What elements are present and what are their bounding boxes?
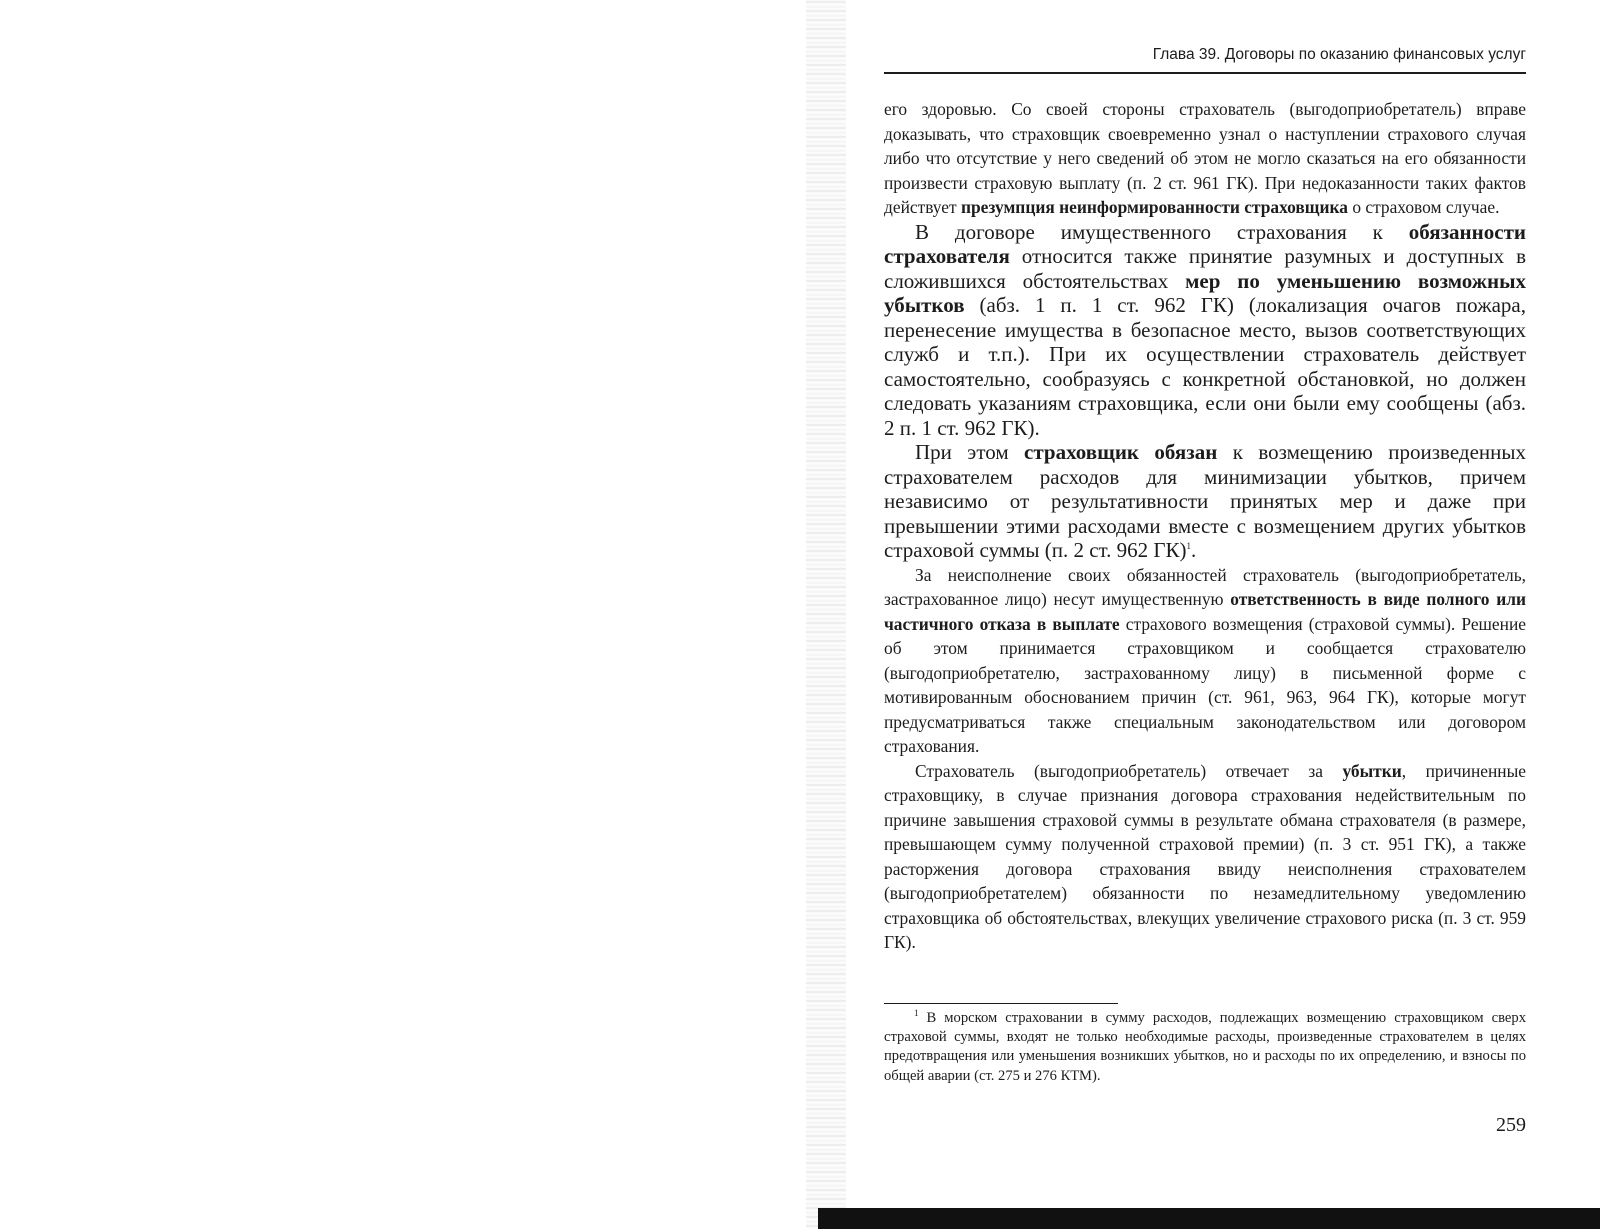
p2-text-2: относится также принятие разумных и доступных в сложившихся обстоятельствах [884, 244, 1526, 293]
paragraph-4 [884, 563, 1526, 759]
p5-text-2: , причиненные страховщику, в случае признания договора страхования недействительным по причине завышения страховой суммы в результате обмана страхователя (в размере, превышающем сумму полученной страховой премии) (п. 3 ст. 951 ГК), а также расторжения договора страхования ввиду неисполнения страхователем (выгодоприобретателем) обязанности по незамедлительному уведомлению страховщика об обстоятельствах, влекущих увеличение страхового риска (п. 3 ст. 959 ГК). [884, 760, 1526, 952]
p4-text-2: страхового возмещения (страховой суммы). Решение об этом принимается страховщиком и сообщается страхователю (выгодоприобретателю, застрахованному лицу) в письменной форме с мотивированным обоснованием причин (ст. 961, 963, 964 ГК), которые могут предусматриваться также специальным законодательством или договором страхования. [884, 613, 1526, 756]
footnote-separator [884, 1003, 1118, 1004]
paragraph-3 [884, 440, 1526, 563]
footnote [884, 1009, 1526, 1086]
p3-bold-1: страховщик обязан [1024, 440, 1218, 464]
paragraph-2 [884, 220, 1526, 441]
p3-text-2: к возмещению произведенных страхователем расходов для минимизации убытков, причем независимо от результативности принятых мер и даже при превышении этими расходами вместе с возмещением других убытков страховой суммы (п. 2 ст. 962 ГК) [884, 440, 1526, 562]
p2-text-1: В договоре имущественного страхования к [915, 219, 1409, 244]
p2-text-3: (абз. 1 п. 1 ст. 962 ГК) (локализация очагов пожара, перенесение имущества в безопасное место, вызов соответствующих служб и т.п.). При их осуществлении страхователь действует самостоятельно, сообразуясь с конкретной обстановкой, но должен следовать указаниям страховщика, если они были ему сообщены (абз. 2 п. 1 ст. 962 ГК). [884, 293, 1526, 440]
footnote-marker: 1 [914, 1008, 919, 1019]
paragraph-1 [884, 97, 1526, 220]
running-header: Глава 39. Договоры по оказанию финансовых услуг [884, 46, 1526, 74]
page-number: 259 [1496, 1114, 1526, 1136]
book-spine [806, 0, 846, 1229]
p1-bold-1: презумпция неинформированности страховщика [960, 197, 1348, 217]
p3-text-3: . [1191, 538, 1197, 562]
p5-bold-1: убытки [1342, 760, 1402, 781]
p1-text-1: его здоровью. Со своей стороны страхователь (выгодоприобретатель) вправе доказывать, что страховщик своевременно узнал о наступлении страхового случая либо что отсутствие у него сведений об этом не могло сказаться на его обязанности произвести страховую выплату (п. 2 ст. 961 ГК). При недоказанности таких фактов действует [884, 99, 1526, 217]
p2-bold-1: обязанности страхователя [884, 219, 1526, 268]
footnote-ref-1: 1 [1186, 541, 1192, 551]
paragraph-5 [884, 759, 1526, 955]
page-body [884, 97, 1526, 955]
p2-bold-2: мер по уменьшению возможных убытков [884, 268, 1526, 317]
p5-text-1: Страхователь (выгодоприобретатель) отвечает за [915, 760, 1343, 781]
p3-text-1: При этом [915, 440, 1025, 464]
footnote-text: В морском страховании в сумму расходов, подлежащих возмещению страховщиком сверх страховой суммы, входят не только необходимые расходы, произведенные страхователем в целях предотвращения или уменьшения возникших убытков, но и расходы по их определению, и взносы по общей аварии (ст. 275 и 276 КТМ). [884, 1010, 1526, 1084]
p4-bold-1: ответственность в виде полного или частичного отказа в выплате [884, 589, 1526, 634]
book-page [884, 0, 1526, 1229]
p1-text-2: о страховом случае. [1347, 197, 1500, 217]
p4-text-1: За неисполнение своих обязанностей страхователь (выгодоприобретатель, застрахованное лицо) несут имущественную [884, 564, 1526, 609]
